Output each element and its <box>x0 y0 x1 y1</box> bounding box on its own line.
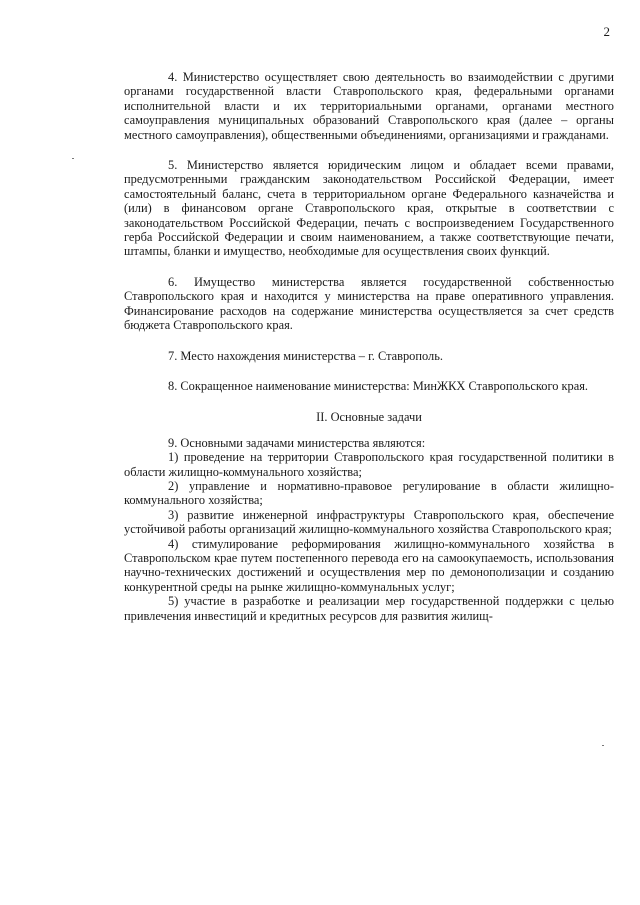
paragraph-6: 6. Имущество министерства является государственной собственностью Ставропольского края и находится у министерства на праве оперативного управления. Финансирование расходов на содержание министерства осуществляется за счет средств бюджета Ставропольского края. <box>124 274 614 333</box>
task-item-3: 3) развитие инженерной инфраструктуры Ставропольского края, обеспечение устойчивой работы организаций жилищно-коммунального хозяйства Ставропольского края; <box>124 507 614 537</box>
section-heading: II. Основные задачи <box>316 410 422 425</box>
paragraph-7: 7. Место нахождения министерства – г. Ставрополь. <box>168 348 443 363</box>
task-item-5: 5) участие в разработке и реализации мер государственной поддержки с целью привлечения инвестиций и кредитных ресурсов для развития жилищ- <box>124 594 614 623</box>
paragraph-5: 5. Министерство является юридическим лицом и обладает всеми правами, предусмотренными гражданским законодательством Российской Федерации, имеет самостоятельный баланс, счета в территориальном органе Федерального казначейства и (или) в финансовом органе Ставропольского края, открытые в соответствии с законодательством Российской Федерации, печать с воспроизведением Государственного герба Российской Федерации и своим наименованием, а также соответствующие печати, штампы, бланки и имущество, необходимые для осуществления своих функций. <box>124 158 614 259</box>
scan-speck <box>72 158 74 159</box>
tasks-list <box>124 436 614 623</box>
task-item-1: 1) проведение на территории Ставропольского края государственной политики в области жилищно-коммунального хозяйства; <box>124 450 614 479</box>
paragraph-8: 8. Сокращенное наименование министерства: МинЖКХ Ставропольского края. <box>168 378 589 393</box>
page-number: 2 <box>603 24 610 39</box>
scan-speck <box>602 745 604 746</box>
tasks-intro: 9. Основными задачами министерства являются: <box>168 435 426 450</box>
task-item-2: 2) управление и нормативно-правовое регулирование в области жилищно-коммунального хозяйства; <box>124 478 614 508</box>
paragraph-4: 4. Министерство осуществляет свою деятельность во взаимодействии с другими органами государственной власти Ставропольского края, федеральными органами исполнительной власти и их территориальными органами, органами местного самоуправления муниципальных образований Ставропольского края (далее – органы местного самоуправления), общественными объединениями, организациями и гражданами. <box>124 70 614 142</box>
document-body <box>124 70 614 623</box>
task-item-4: 4) стимулирование реформирования жилищно-коммунального хозяйства в Ставропольском крае путем постепенного перевода его на самоокупаемость, использования научно-технических достижений и осуществления мер по демонополизации и созданию конкурентной среды на рынке жилищно-коммунальных услуг; <box>124 536 614 594</box>
